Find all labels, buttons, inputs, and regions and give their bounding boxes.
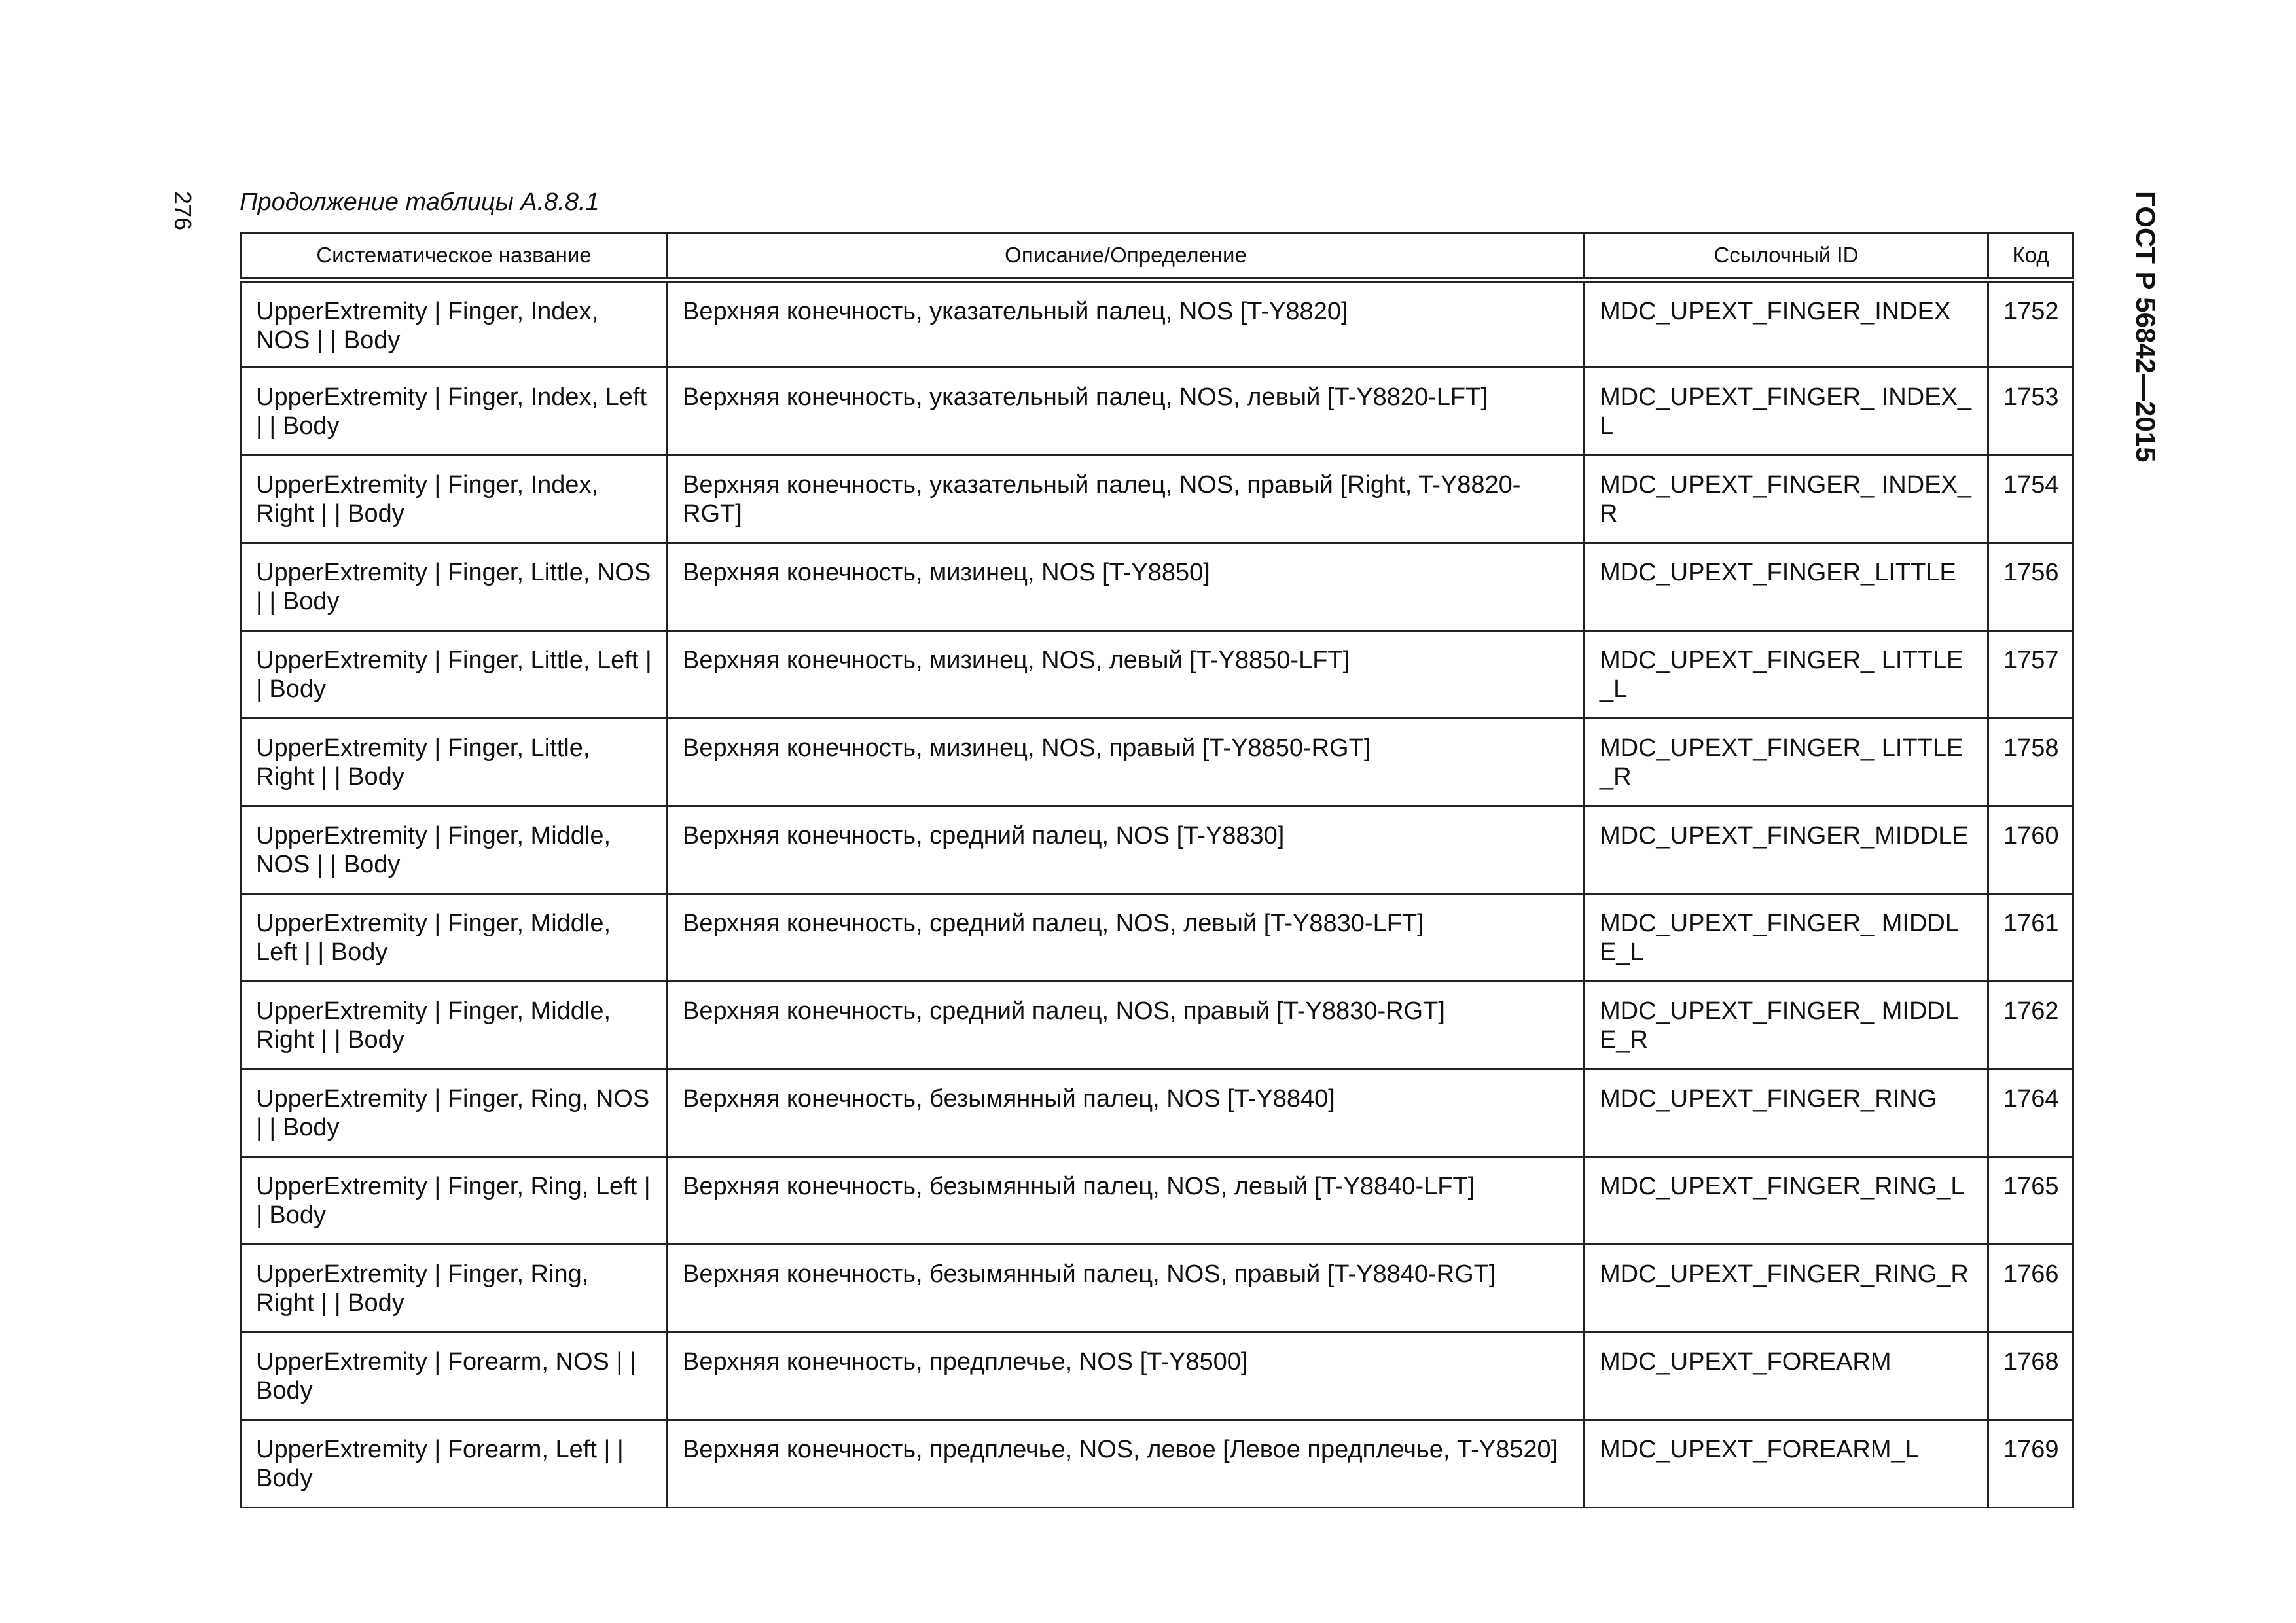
- systematic-name-cell: UpperExtremity | Finger, Little, Right | | Body: [241, 719, 668, 806]
- code-cell: 1766: [1988, 1245, 2073, 1332]
- systematic-name-cell: UpperExtremity | Finger, Index, Left | | Body: [241, 368, 668, 455]
- code-cell: 1758: [1988, 719, 2073, 806]
- table-row: [241, 982, 2073, 1069]
- code-cell: 1769: [1988, 1420, 2073, 1508]
- reference-id-cell: MDC_UPEXT_FINGER_ LITTLE_L: [1585, 631, 1988, 719]
- table-caption: Продолжение таблицы А.8.8.1: [240, 188, 600, 216]
- table-row: [241, 368, 2073, 455]
- header-description: Описание/Определение: [668, 233, 1585, 280]
- reference-id-cell: MDC_UPEXT_FINGER_ INDEX_R: [1585, 455, 1988, 543]
- header-systematic-name: Систематическое название: [241, 233, 668, 280]
- header-row: [241, 233, 2073, 280]
- description-cell: Верхняя конечность, предплечье, NOS [T-Y8500]: [668, 1332, 1585, 1420]
- reference-id-cell: MDC_UPEXT_FINGER_ INDEX_L: [1585, 368, 1988, 455]
- description-cell: Верхняя конечность, безымянный палец, NOS, правый [T-Y8840-RGT]: [668, 1245, 1585, 1332]
- code-cell: 1752: [1988, 280, 2073, 368]
- systematic-name-cell: UpperExtremity | Finger, Little, Left | | Body: [241, 631, 668, 719]
- table-body: [241, 280, 2073, 1508]
- code-cell: 1756: [1988, 543, 2073, 631]
- systematic-name-cell: UpperExtremity | Finger, Little, NOS | | Body: [241, 543, 668, 631]
- page-number: 276: [170, 191, 196, 231]
- description-cell: Верхняя конечность, указательный палец, NOS, левый [T-Y8820-LFT]: [668, 368, 1585, 455]
- description-cell: Верхняя конечность, указательный палец, NOS, правый [Right, T-Y8820-RGT]: [668, 455, 1585, 543]
- code-cell: 1762: [1988, 982, 2073, 1069]
- systematic-name-cell: UpperExtremity | Finger, Index, NOS | | Body: [241, 280, 668, 368]
- reference-id-cell: MDC_UPEXT_FOREARM: [1585, 1332, 1988, 1420]
- reference-id-cell: MDC_UPEXT_FINGER_RING_R: [1585, 1245, 1988, 1332]
- systematic-name-cell: UpperExtremity | Forearm, NOS | | Body: [241, 1332, 668, 1420]
- code-cell: 1760: [1988, 806, 2073, 894]
- table-row: [241, 631, 2073, 719]
- description-cell: Верхняя конечность, средний палец, NOS, левый [T-Y8830-LFT]: [668, 894, 1585, 982]
- standard-designation: ГОСТ Р 56842—2015: [2130, 191, 2161, 463]
- table-row: [241, 894, 2073, 982]
- reference-id-cell: MDC_UPEXT_FINGER_ MIDDLE_R: [1585, 982, 1988, 1069]
- code-cell: 1764: [1988, 1069, 2073, 1157]
- header-code: Код: [1988, 233, 2073, 280]
- systematic-name-cell: UpperExtremity | Finger, Middle, Left | | Body: [241, 894, 668, 982]
- code-cell: 1757: [1988, 631, 2073, 719]
- table-row: [241, 455, 2073, 543]
- description-cell: Верхняя конечность, мизинец, NOS, левый [T-Y8850-LFT]: [668, 631, 1585, 719]
- systematic-name-cell: UpperExtremity | Finger, Ring, NOS | | Body: [241, 1069, 668, 1157]
- header-reference-id: Ссылочный ID: [1585, 233, 1988, 280]
- systematic-name-cell: UpperExtremity | Finger, Ring, Left | | Body: [241, 1157, 668, 1245]
- table-row: [241, 1332, 2073, 1420]
- description-cell: Верхняя конечность, мизинец, NOS [T-Y8850]: [668, 543, 1585, 631]
- systematic-name-cell: UpperExtremity | Finger, Middle, Right | | Body: [241, 982, 668, 1069]
- systematic-name-cell: UpperExtremity | Forearm, Left | | Body: [241, 1420, 668, 1508]
- description-cell: Верхняя конечность, предплечье, NOS, левое [Левое предплечье, T-Y8520]: [668, 1420, 1585, 1508]
- table-row: [241, 1245, 2073, 1332]
- table-row: [241, 543, 2073, 631]
- code-cell: 1754: [1988, 455, 2073, 543]
- reference-id-cell: MDC_UPEXT_FINGER_LITTLE: [1585, 543, 1988, 631]
- reference-id-cell: MDC_UPEXT_FOREARM_L: [1585, 1420, 1988, 1508]
- reference-id-cell: MDC_UPEXT_FINGER_INDEX: [1585, 280, 1988, 368]
- systematic-name-cell: UpperExtremity | Finger, Middle, NOS | | Body: [241, 806, 668, 894]
- code-cell: 1753: [1988, 368, 2073, 455]
- systematic-name-cell: UpperExtremity | Finger, Ring, Right | | Body: [241, 1245, 668, 1332]
- table-row: [241, 719, 2073, 806]
- codes-table: [240, 232, 2074, 1508]
- table-row: [241, 280, 2073, 368]
- description-cell: Верхняя конечность, мизинец, NOS, правый [T-Y8850-RGT]: [668, 719, 1585, 806]
- systematic-name-cell: UpperExtremity | Finger, Index, Right | | Body: [241, 455, 668, 543]
- reference-id-cell: MDC_UPEXT_FINGER_ LITTLE_R: [1585, 719, 1988, 806]
- table-row: [241, 1069, 2073, 1157]
- reference-id-cell: MDC_UPEXT_FINGER_ MIDDLE_L: [1585, 894, 1988, 982]
- table-row: [241, 1157, 2073, 1245]
- reference-id-cell: MDC_UPEXT_FINGER_RING_L: [1585, 1157, 1988, 1245]
- description-cell: Верхняя конечность, указательный палец, NOS [T-Y8820]: [668, 280, 1585, 368]
- code-cell: 1768: [1988, 1332, 2073, 1420]
- description-cell: Верхняя конечность, безымянный палец, NOS [T-Y8840]: [668, 1069, 1585, 1157]
- description-cell: Верхняя конечность, средний палец, NOS, правый [T-Y8830-RGT]: [668, 982, 1585, 1069]
- description-cell: Верхняя конечность, безымянный палец, NOS, левый [T-Y8840-LFT]: [668, 1157, 1585, 1245]
- code-cell: 1765: [1988, 1157, 2073, 1245]
- description-cell: Верхняя конечность, средний палец, NOS [T-Y8830]: [668, 806, 1585, 894]
- table-row: [241, 1420, 2073, 1508]
- table-row: [241, 806, 2073, 894]
- reference-id-cell: MDC_UPEXT_FINGER_RING: [1585, 1069, 1988, 1157]
- table-header: [241, 233, 2073, 280]
- reference-id-cell: MDC_UPEXT_FINGER_MIDDLE: [1585, 806, 1988, 894]
- code-cell: 1761: [1988, 894, 2073, 982]
